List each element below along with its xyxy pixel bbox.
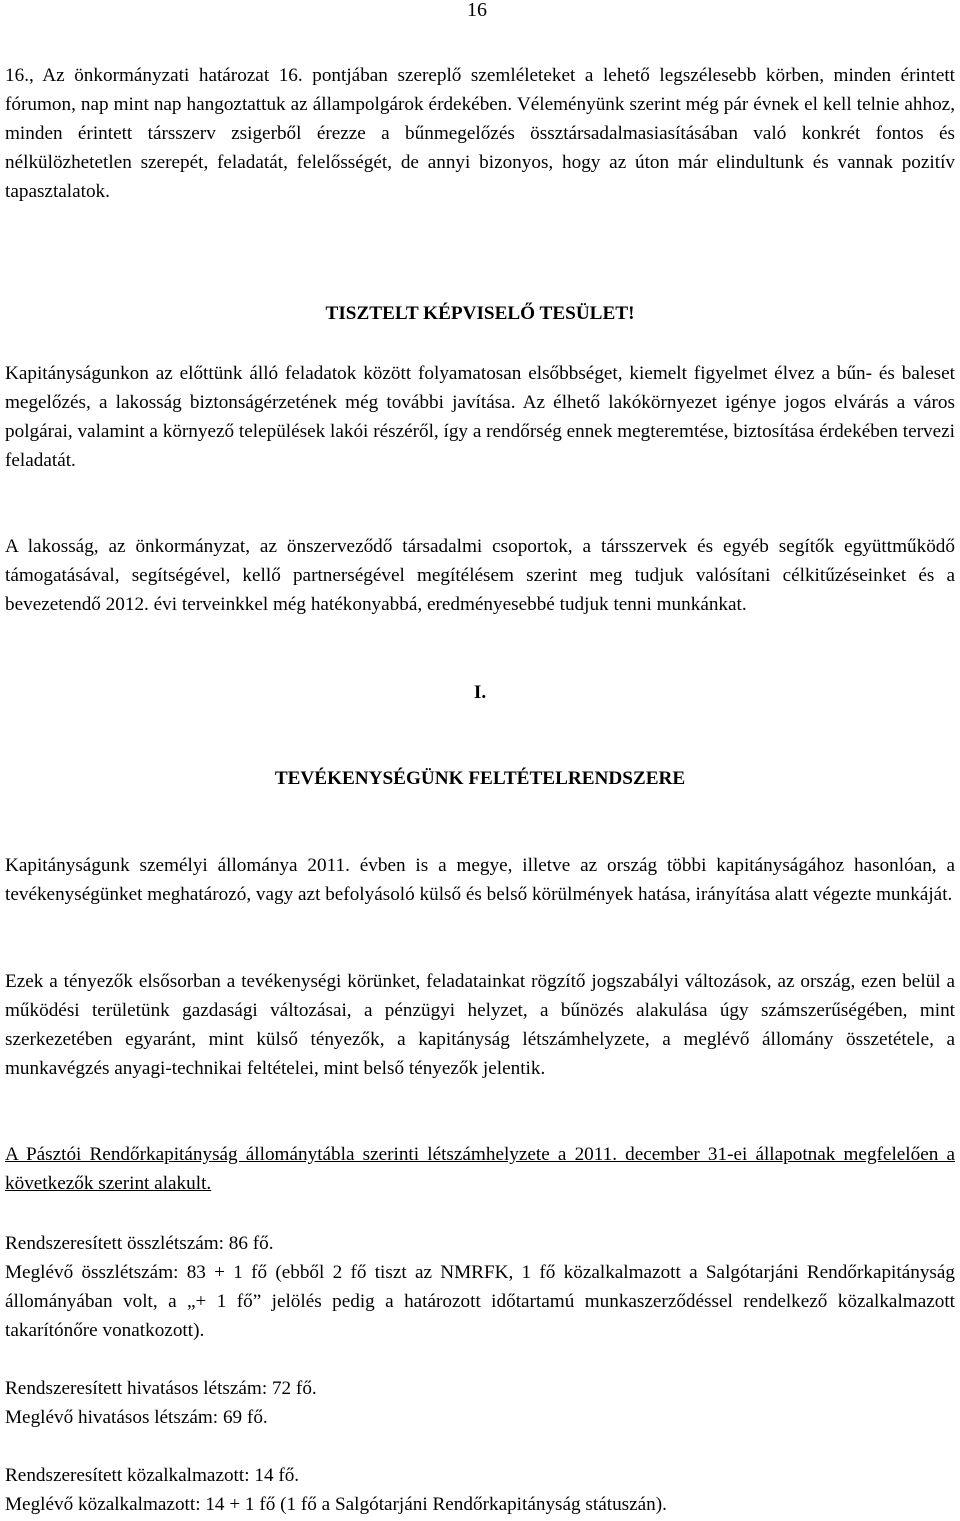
officers-existing-line: Meglévő hivatásos létszám: 69 fő. bbox=[5, 1407, 268, 1428]
section-title: TEVÉKENYSÉGÜNK FELTÉTELRENDSZERE bbox=[274, 768, 686, 789]
intro-paragraph: 16., Az önkormányzati határozat 16. pontjában szereplő szemléleteket a lehető legszélesebb körben, minden érintett fórumon, nap mint nap hangoztattuk az állampolgárok érdekében. Véleményünk szerint még pár évnek el kell telnie ahhoz, minden érintett társszerv zsigerből érezze a bűnmegelőzés össztársadalmasiasításában való konkrét fontos és nélkülözhetetlen szerepét, feladatát, felelősségét, de annyi bizonyos, hogy az úton már elindultunk és vannak pozitív tapasztalatok. bbox=[5, 65, 955, 202]
staffing-table-intro: A Pásztói Rendőrkapitányság állománytábla szerinti létszámhelyzete a 2011. december 31-ei állapotnak megfelelően a következők szerint alakult. bbox=[5, 1144, 955, 1194]
salutation-heading: TISZTELT KÉPVISELŐ TESÜLET! bbox=[325, 303, 635, 324]
section-number: I. bbox=[473, 682, 487, 703]
civil-authorized-line: Rendszeresített közalkalmazott: 14 fő. bbox=[5, 1465, 300, 1486]
page-number: 16 bbox=[467, 0, 487, 21]
civil-existing-line: Meglévő közalkalmazott: 14 + 1 fő (1 fő a Salgótarjáni Rendőrkapitányság státuszán). bbox=[5, 1494, 667, 1515]
total-existing-line: Meglévő összlétszám: 83 + 1 fő (ebből 2 fő tiszt az NMRFK, 1 fő közalkalmazott a Salgótarjáni Rendőrkapitányság állományában volt, a „+ 1 fő” jelölés pedig a határozott időtartamú munkaszerződéssel rendelkező közalkalmazott takarítónőre vonatkozott). bbox=[5, 1262, 955, 1341]
factors-paragraph: Ezek a tényezők elsősorban a tevékenységi körünket, feladatainkat rögzítő jogszabályi változások, az ország, ezen belül a működési területünk gazdasági változásai, a pénzügyi helyzet, a bűnözés alakulása úgy számszerűségében, mint szerkezetében egyaránt, mint külső tényezők, a kapitányság létszámhelyzete, a meglévő állomány összetétele, a munkavégzés anyagi-technikai feltételei, mint belső tényezők jelentik. bbox=[5, 971, 955, 1079]
total-authorized-line: Rendszeresített összlétszám: 86 fő. bbox=[5, 1233, 274, 1254]
officers-authorized-line: Rendszeresített hivatásos létszám: 72 fő. bbox=[5, 1378, 317, 1399]
priority-paragraph: Kapitányságunkon az előttünk álló feladatok között folyamatosan elsőbbséget, kiemelt figyelmet élvez a bűn- és baleset megelőzés, a lakosság biztonságérzetének még további javítása. Az élhető lakókörnyezet igénye jogos elvárás a város polgárai, valamint a környező települések lakói részéről, így a rendőrség ennek megteremtése, biztosítása érdekében tervezi feladatát. bbox=[5, 363, 955, 471]
staff-paragraph: Kapitányságunk személyi állománya 2011. évben is a megye, illetve az ország többi kapitányságához hasonlóan, a tevékenységünket meghatározó, vagy azt befolyásoló külső és belső körülmények hatása, irányítása alatt végezte munkáját. bbox=[5, 855, 955, 905]
cooperation-paragraph: A lakosság, az önkormányzat, az önszerveződő társadalmi csoportok, a társszervek és egyéb segítők együttműködő támogatásával, segítségével, kellő partnerségével megítélésem szerint meg tudjuk valósítani célkitűzéseinket és a bevezetendő 2012. évi terveinkkel még hatékonyabbá, eredményesebbé tudjuk tenni munkánkat. bbox=[5, 536, 955, 615]
